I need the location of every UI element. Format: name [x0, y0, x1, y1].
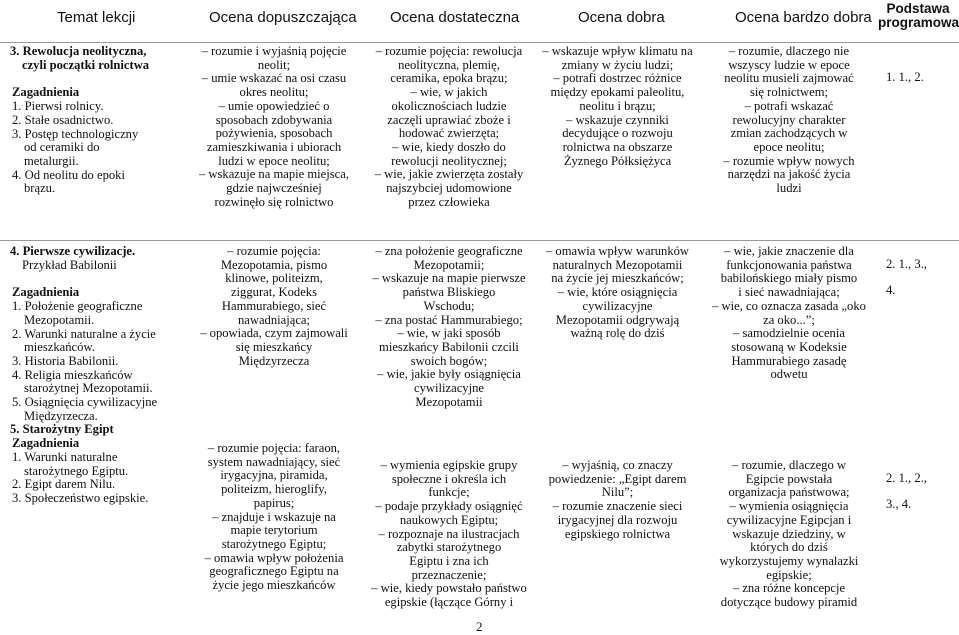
row-divider [0, 240, 959, 241]
cell-line: najszybciej udomowione [386, 181, 512, 196]
cell-line: – zna różne koncepcje [732, 581, 846, 596]
cell-line: ziggurat, Kodeks [230, 285, 318, 300]
topic-item: 1. Położenie geograficzne [12, 299, 143, 314]
topic-item: Międzyrzecza. [24, 408, 98, 423]
row-divider [0, 42, 959, 43]
requirements-dobra [535, 459, 700, 541]
topic-item: metalurgii. [24, 153, 79, 168]
page-number: 2 [476, 619, 483, 634]
requirements-dopuszczajaca [185, 442, 363, 593]
cell-line: Mezopotamia, pismo [220, 257, 328, 272]
cell-line: organizacja państwowa; [728, 485, 850, 500]
cell-line: powiedzenie: „Egipt darem [548, 471, 687, 486]
cell-line: egipskiego rolnictwa [564, 526, 671, 541]
cell-line: życie jego mieszkańców [212, 578, 336, 593]
cell-line: – samodzielnie ocenia [733, 326, 845, 341]
cell-line: – podaje przykłady osiągnięć [375, 499, 523, 514]
topic-title: 5. Starożytny Egipt [10, 422, 114, 437]
topic-item: mieszkańców. [24, 340, 95, 355]
cell-line: rewolucji neolitycznej; [391, 153, 507, 168]
requirements-dostateczna [368, 45, 530, 209]
cell-line: Egiptu i zna ich [409, 553, 489, 568]
cell-line: system nawadniający, sieć [207, 454, 341, 469]
cell-line: się rolnictwem; [750, 85, 828, 100]
cell-line: egipskie; [766, 567, 812, 582]
podstawa-cell [886, 459, 959, 524]
requirements-dostateczna [368, 459, 530, 610]
cell-line: – wskazuje na mapie miejsca, [198, 167, 350, 182]
cell-line: 4. [886, 282, 896, 297]
cell-line: ważną rolę do dziś [570, 326, 665, 341]
cell-line: Mezopotamii [415, 394, 483, 409]
cell-line: ludzi [776, 181, 802, 196]
cell-line: – rozumie pojęcia: [227, 244, 321, 258]
topic-item: 5. Osiągnięcia cywilizacyjne [12, 395, 158, 410]
cell-line: decydujące o rozwoju [562, 126, 673, 141]
cell-line: ceramika, epoka brązu; [390, 71, 508, 86]
cell-line: narzędzi na jakość życia [727, 167, 851, 182]
topic-title: czyli początki rolnictwa [22, 57, 150, 72]
cell-line: przeznaczenie; [411, 567, 487, 582]
cell-line: 3., 4. [886, 496, 912, 511]
cell-line: – wskazuje na mapie pierwsze [372, 271, 526, 286]
cell-line: – umie opowiedzieć o [218, 98, 330, 113]
cell-line: zabytki starożytnego [396, 540, 502, 555]
topic-item: 1. Warunki naturalne [12, 449, 118, 464]
cell-line: – wie, co oznacza zasada „oko [712, 298, 866, 313]
cell-line: i sieć nawadniająca; [738, 285, 840, 300]
cell-line: zaczęli uprawiać zboże i [387, 112, 511, 127]
topic-item: 3. Społeczeństwo egipskie. [12, 490, 149, 505]
zagadnienia-label: Zagadnienia [12, 285, 80, 300]
cell-line: Mezopotamii odgrywają [555, 312, 680, 327]
requirements-bardzo-dobra [705, 459, 873, 610]
cell-line: funkcje; [428, 485, 470, 500]
topic-item: Mezopotamii. [24, 312, 95, 327]
requirements-dopuszczajaca [185, 45, 363, 209]
cell-line: – znajduje i wskazuje na [212, 509, 336, 524]
cell-line: neolitu i brązu; [579, 98, 656, 113]
cell-line: – zna postać Hammurabiego; [375, 312, 523, 327]
cell-line: – wskazuje czynniki [566, 112, 669, 127]
cell-line: swoich bogów; [410, 353, 488, 368]
podstawa-cell [886, 58, 959, 97]
cell-line: – rozumie znaczenie sieci [552, 499, 683, 514]
table-header [0, 0, 959, 42]
cell-line: – wymienia egipskie grupy [380, 458, 518, 472]
cell-line: – umie wskazać na osi czasu [201, 71, 347, 86]
cell-line: cywilizacyjne [414, 381, 484, 396]
cell-line: rolnictwa na obszarze [562, 139, 673, 154]
cell-line: – wyjaśnią, co znaczy [562, 458, 673, 472]
requirements-bardzo-dobra [705, 45, 873, 196]
cell-line: cywilizacyjne [582, 298, 653, 313]
cell-line: za oko...”; [763, 312, 815, 327]
cell-line: – wie, jakie znaczenie dla [724, 244, 854, 258]
cell-line: zamieszkiwania i ubiorach [206, 139, 342, 154]
cell-line: – rozumie wpływ nowych [723, 153, 855, 168]
topic-item: 2. Stałe osadnictwo. [12, 112, 114, 127]
requirements-dopuszczajaca [185, 245, 363, 368]
cell-line: dotyczące budowy piramid [720, 595, 858, 610]
cell-line: geograficznego Egiptu na [209, 564, 339, 579]
cell-line: mapie terytorium [230, 523, 318, 538]
cell-line: funkcjonowania państwa [726, 257, 852, 272]
cell-line: – rozumie, dlaczego w [732, 458, 846, 472]
cell-line: okres neolitu; [239, 85, 309, 100]
cell-line: okolicznościach ludzie [391, 98, 507, 113]
cell-line: irygacyjnej dla rozwoju [557, 512, 678, 527]
cell-line: się mieszkańcy [235, 339, 313, 354]
requirements-dostateczna [368, 245, 530, 409]
cell-line: – wie, kiedy doszło do [392, 139, 506, 154]
cell-line: wykorzystujemy wynalazki [719, 553, 859, 568]
cell-line: Egipcie powstała [745, 471, 833, 486]
cell-line: wskazuje dziedziny, w [732, 526, 846, 541]
requirements-dobra [535, 245, 700, 341]
cell-line: których do dziś [750, 540, 828, 555]
cell-line: gdzie najwcześniej [226, 181, 322, 196]
cell-line: Nilu”; [601, 485, 634, 500]
cell-line: naturalnych Mezopotamii [552, 257, 683, 272]
header-podstawa: Podstawa programowa [878, 1, 959, 30]
cell-line: społeczne i określa ich [391, 471, 507, 486]
cell-line: sposobach zdobywania [215, 112, 333, 127]
topic-item: starożytnego Egiptu. [24, 463, 129, 478]
topic-item: 2. Warunki naturalne a życie [12, 326, 156, 341]
cell-line: naukowych Egiptu; [399, 512, 499, 527]
cell-line: Hammurabiego zasadę [731, 353, 847, 368]
topic-cell [2, 45, 172, 196]
cell-line: rozwinęło się rolnictwo [214, 194, 334, 209]
cell-line: nawadniająca; [237, 312, 311, 327]
topic-item: 4. Od neolitu do epoki [12, 167, 125, 182]
header-bardzo-dobra: Ocena bardzo dobra [735, 9, 872, 26]
header-dostateczna: Ocena dostateczna [390, 9, 520, 26]
cell-line: – omawia wpływ położenia [204, 550, 344, 565]
cell-line: pożywienia, sposobach [215, 126, 333, 141]
cell-line: ludzi w epoce neolitu; [218, 153, 330, 168]
cell-line: – wskazuje wpływ klimatu na [542, 44, 693, 58]
cell-line: 2. 1., 3., [886, 256, 927, 271]
cell-line: Międzyrzecza [238, 353, 310, 368]
topic-item: 4. Religia mieszkańców [12, 367, 133, 382]
cell-line: Wschodu; [423, 298, 475, 313]
cell-line: na życie jej mieszkańców; [551, 271, 684, 286]
cell-line: – opowiada, czym zajmowali [200, 326, 348, 341]
cell-line: starożytnego Egiptu; [221, 536, 327, 551]
topic-item: 1. Pierwsi rolnicy. [12, 99, 104, 114]
cell-line: – rozumie pojęcia: faraon, [207, 441, 341, 455]
cell-line: państwa Bliskiego [402, 285, 496, 300]
zagadnienia-label: Zagadnienia [12, 85, 80, 100]
cell-line: epoce neolitu; [753, 139, 825, 154]
podstawa-cell [886, 245, 959, 310]
topic-cell [2, 245, 172, 506]
cell-line: – rozumie, dlaczego nie [728, 44, 850, 58]
topic-title: Przykład Babilonii [22, 257, 117, 272]
topic-item: 3. Historia Babilonii. [12, 353, 119, 368]
header-dobra: Ocena dobra [578, 9, 665, 26]
cell-line: babilońskiego miały pismo [720, 271, 858, 286]
cell-line: neolit; [257, 57, 291, 72]
topic-title: 4. Pierwsze cywilizacje. [10, 244, 136, 258]
cell-line: – wie, w jakich [410, 85, 488, 100]
cell-line: – potrafi wskazać [744, 98, 834, 113]
cell-line: przez człowieka [408, 194, 490, 209]
cell-line: wszyscy ludzie w epoce [728, 57, 850, 72]
cell-line: stosowaną w Kodeksie [731, 339, 847, 354]
cell-line: – wie, kiedy powstało państwo [371, 581, 527, 596]
cell-line: 1. 1., 2. [886, 69, 924, 84]
cell-line: Mezopotamii; [413, 257, 485, 272]
cell-line: zmiany w życiu ludzi; [561, 57, 674, 72]
cell-line: neolitu musieli zajmować [724, 71, 854, 86]
header-dopuszczajaca: Ocena dopuszczająca [209, 9, 357, 26]
cell-line: zmian zachodzących w [730, 126, 848, 141]
cell-line: rewolucyjny charakter [732, 112, 846, 127]
topic-item: 3. Postęp technologiczny [12, 126, 139, 141]
cell-line: klinowe, politeizm, [225, 271, 323, 286]
requirements-dobra [535, 45, 700, 168]
cell-line: – wie, w jaki sposób [397, 326, 501, 341]
cell-line: Żyznego Półksiężyca [563, 153, 672, 168]
zagadnienia-label: Zagadnienia [12, 436, 80, 451]
cell-line: neolityczna, plemię, [398, 57, 500, 72]
topic-title: 3. Rewolucja neolityczna, [10, 44, 147, 58]
cell-line: – rozumie pojęcia: rewolucja [375, 44, 523, 58]
cell-line: – wie, jakie były osiągnięcia [377, 367, 521, 382]
cell-line: politeizm, hieroglify, [221, 482, 327, 497]
cell-line: między epokami paleolitu, [550, 85, 685, 100]
cell-line: – rozumie i wyjaśnią pojęcie [201, 44, 347, 58]
topic-item: brązu. [24, 181, 56, 196]
cell-line: – potrafi dostrzec różnice [553, 71, 682, 86]
topic-item: starożytnej Mezopotamii. [24, 381, 153, 396]
cell-line: – wymienia osiągnięcia [729, 499, 849, 514]
cell-line: papirus; [253, 495, 295, 510]
cell-line: odwetu [770, 367, 808, 382]
cell-line: egipskie (łączące Górny i [384, 595, 514, 610]
header-temat: Temat lekcji [57, 9, 136, 26]
requirements-bardzo-dobra [705, 245, 873, 382]
cell-line: mieszkańcy Babilonii czcili [379, 339, 519, 354]
cell-line: hodować zwierzęta; [398, 126, 500, 141]
cell-line: – zna położenie geograficzne [375, 244, 523, 258]
cell-line: irygacyjna, piramida, [220, 468, 328, 483]
topic-item: od ceramiki do [24, 140, 100, 155]
cell-line: 2. 1., 2., [886, 470, 927, 485]
topic-item: 2. Egipt darem Nilu. [12, 477, 116, 492]
cell-line: cywilizacyjne Egipcjan i [726, 512, 852, 527]
cell-line: – rozpoznaje na ilustracjach [378, 526, 520, 541]
cell-line: Hammurabiego, sieć [221, 298, 327, 313]
cell-line: – omawia wpływ warunków [545, 244, 690, 258]
cell-line: – wie, które osiągnięcia [557, 285, 678, 300]
cell-line: – wie, jakie zwierzęta zostały [374, 167, 524, 182]
